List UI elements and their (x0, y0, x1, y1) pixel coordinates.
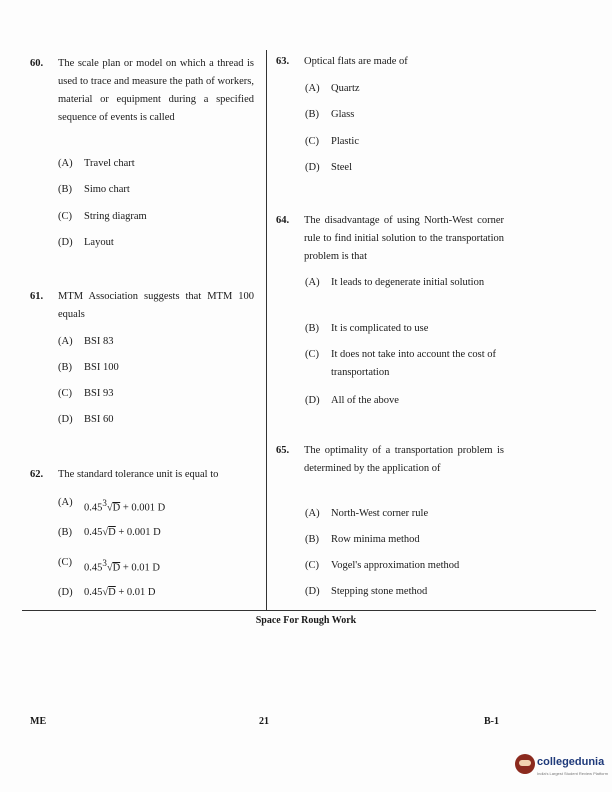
question-63 (276, 53, 504, 71)
option-61-b[interactable]: (B) BSI 100 (58, 362, 119, 373)
option-63-d[interactable]: (D) Steel (305, 162, 352, 173)
question-60 (30, 55, 254, 127)
question-65 (276, 442, 504, 478)
collegedunia-logo (515, 752, 610, 786)
option-65-b[interactable]: (B) Row minima method (305, 534, 420, 545)
question-text: MTM Association suggests that MTM 100 equals (58, 291, 254, 320)
footer-subject-code: ME (30, 716, 47, 727)
footer-page-number: 21 (259, 716, 269, 727)
question-number: 65. (276, 445, 290, 456)
option-62-a[interactable]: (A) 0.45$^3$√D + 0.001 D (58, 497, 166, 514)
logo-tagline: India's Largest Student Review Platform (537, 771, 609, 776)
graduate-face-icon (519, 760, 531, 766)
option-61-d[interactable]: (D) BSI 60 (58, 414, 114, 425)
option-61-c[interactable]: (C) BSI 93 (58, 388, 114, 399)
rough-work-label: Space For Rough Work (255, 615, 357, 626)
question-64 (276, 212, 504, 266)
question-61 (30, 288, 254, 324)
question-number: 63. (276, 56, 290, 67)
option-63-c[interactable]: (C) Plastic (305, 136, 359, 147)
option-64-a[interactable]: (A) It leads to degenerate initial solution (305, 277, 485, 288)
question-number: 60. (30, 58, 44, 69)
option-64-d[interactable]: (D) All of the above (305, 395, 399, 406)
option-65-d[interactable]: (D) Stepping stone method (305, 586, 428, 597)
question-number: 64. (276, 215, 290, 226)
option-64-c[interactable]: (C) It does not take into account the cost of transportation (305, 349, 497, 378)
question-62 (30, 466, 254, 484)
option-64-b[interactable]: (B) It is complicated to use (305, 323, 429, 334)
option-61-a[interactable]: (A) BSI 83 (58, 336, 114, 347)
question-text: The standard tolerance unit is equal to (58, 469, 219, 480)
footer-booklet-code: B-1 (484, 716, 499, 727)
question-text: The optimality of a transportation problem is determined by the application of (304, 445, 504, 474)
section-divider (22, 610, 596, 611)
logo-name: collegedunia (537, 756, 605, 768)
option-60-b[interactable]: (B) Simo chart (58, 184, 130, 195)
question-text: The scale plan or model on which a thread is used to trace and measure the path of workers, material or equipment during a specified sequence of events is called (58, 58, 254, 123)
option-62-d[interactable]: (D) 0.45√D + 0.01 D (58, 587, 156, 598)
option-65-c[interactable]: (C) Vogel's approximation method (305, 560, 460, 571)
column-divider (266, 50, 267, 610)
option-63-a[interactable]: (A) Quartz (305, 83, 360, 94)
option-62-c[interactable]: (C) 0.45$^3$√D + 0.01 D (58, 557, 160, 574)
option-63-b[interactable]: (B) Glass (305, 109, 355, 120)
question-number: 61. (30, 291, 44, 302)
question-text: The disadvantage of using North-West corner rule to find initial solution to the transportation problem is that (304, 215, 504, 262)
option-60-a[interactable]: (A) Travel chart (58, 158, 135, 169)
option-62-b[interactable]: (B) 0.45√D + 0.001 D (58, 527, 161, 538)
option-60-d[interactable]: (D) Layout (58, 237, 114, 248)
option-65-a[interactable]: (A) North-West corner rule (305, 508, 429, 519)
question-text: Optical flats are made of (304, 56, 408, 67)
question-number: 62. (30, 469, 44, 480)
option-60-c[interactable]: (C) String diagram (58, 211, 147, 222)
